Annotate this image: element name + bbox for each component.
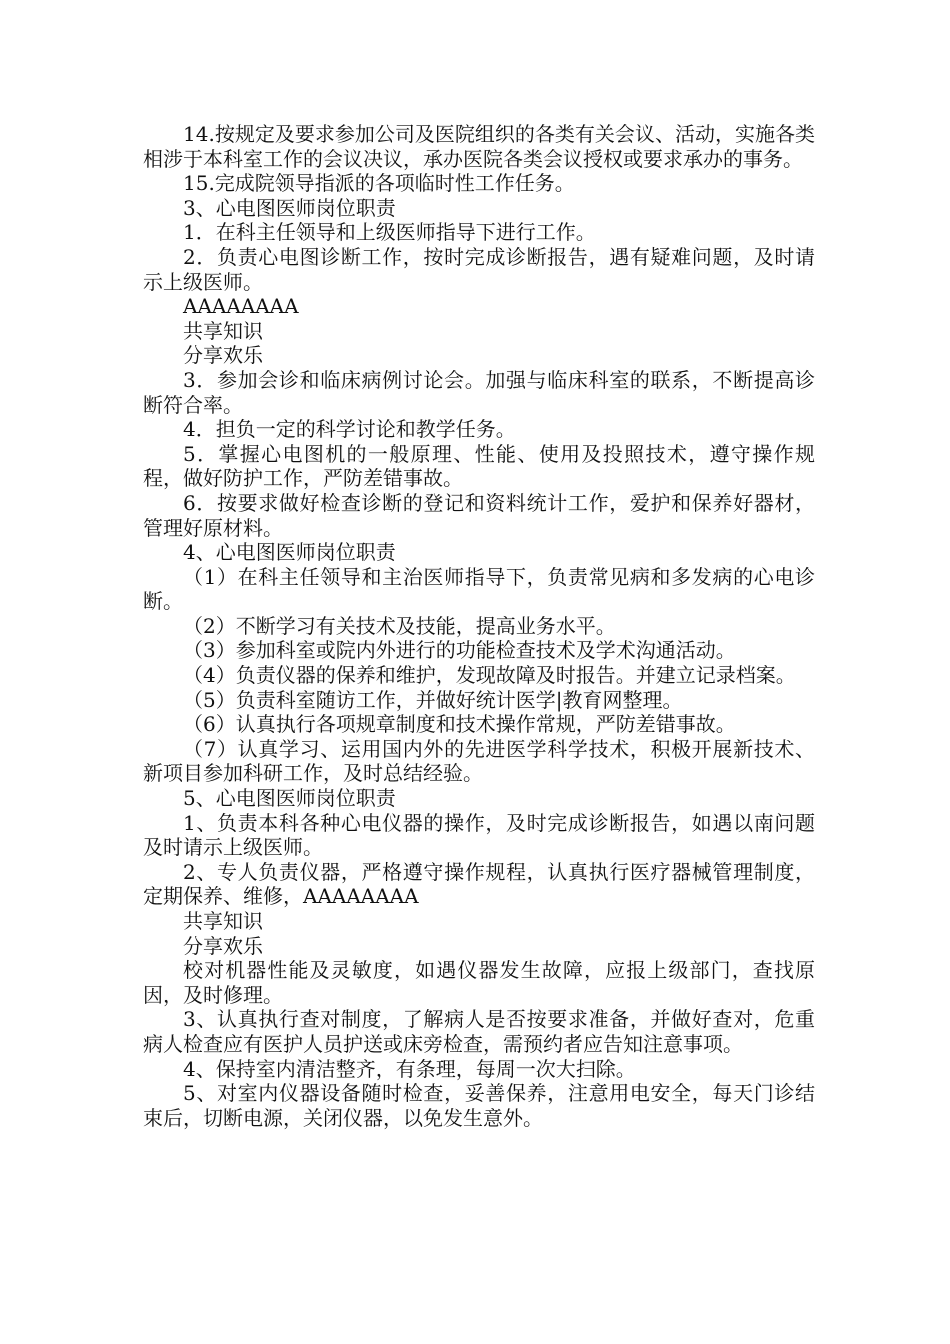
paragraph: 校对机器性能及灵敏度，如遇仪器发生故障，应报上级部门，查找原因，及时修理。 xyxy=(143,958,815,1007)
paragraph: 4、保持室内清洁整齐，有条理，每周一次大扫除。 xyxy=(183,1056,636,1081)
paragraph: 3、认真执行查对制度，了解病人是否按要求准备，并做好查对，危重病人检查应有医护人员护送或床旁检查，需预约者应告知注意事项。 xyxy=(143,1007,815,1056)
paragraph: （1）在科主任领导和主治医师指导下，负责常见病和多发病的心电诊断。 xyxy=(143,564,815,614)
paragraph: 2．负责心电图诊断工作，按时完成诊断报告，遇有疑难问题，及时请示上级医师。 xyxy=(143,244,815,294)
watermark-text: 分享欢乐 xyxy=(183,343,263,368)
paragraph: （2）不断学习有关技术及技能，提高业务水平。 xyxy=(183,613,616,638)
section-heading: 5、心电图医师岗位职责 xyxy=(183,786,396,811)
paragraph: 5、对室内仪器设备随时检查，妥善保养，注意用电安全，每天门诊结束后，切断电源，关闭仪器，以免发生意外。 xyxy=(143,1081,815,1130)
watermark-text: AAAAAAAA xyxy=(183,294,299,319)
paragraph: （6）认真执行各项规章制度和技术操作常规，严防差错事故。 xyxy=(183,712,736,737)
paragraph: （3）参加科室或院内外进行的功能检查技术及学术沟通活动。 xyxy=(183,638,736,663)
watermark-text: 共享知识 xyxy=(183,318,263,343)
watermark-text: 分享欢乐 xyxy=(183,933,263,958)
paragraph: 15.完成院领导指派的各项临时性工作任务。 xyxy=(183,171,575,196)
paragraph: 5．掌握心电图机的一般原理、性能、使用及投照技术，遵守操作规程，做好防护工作，严防差错事故。 xyxy=(143,441,815,491)
section-heading: 4、心电图医师岗位职责 xyxy=(183,540,396,565)
paragraph: 14.按规定及要求参加公司及医院组织的各类有关会议、活动，实施各类相涉于本科室工作的会议决议，承办医院各类会议授权或要求承办的事务。 xyxy=(143,122,815,171)
section-heading: 3、心电图医师岗位职责 xyxy=(183,195,396,220)
paragraph: 3．参加会诊和临床病例讨论会。加强与临床科室的联系，不断提高诊断符合率。 xyxy=(143,367,815,417)
paragraph: （4）负责仪器的保养和维护，发现故障及时报告。并建立记录档案。 xyxy=(183,663,796,688)
paragraph: 4．担负一定的科学讨论和教学任务。 xyxy=(183,417,516,442)
paragraph: 1、负责本科各种心电仪器的操作，及时完成诊断报告，如遇以南问题及时请示上级医师。 xyxy=(143,810,815,860)
watermark-text: 共享知识 xyxy=(183,909,263,933)
document-body xyxy=(143,122,815,1130)
paragraph: 6．按要求做好检查诊断的登记和资料统计工作，爱护和保养好器材，管理好原材料。 xyxy=(143,490,815,540)
paragraph: 2、专人负责仪器，严格遵守操作规程，认真执行医疗器械管理制度，定期保养、维修，AAAAAAAA xyxy=(143,859,815,909)
paragraph: （7）认真学习、运用国内外的先进医学科学技术，积极开展新技术、新项目参加科研工作，及时总结经验。 xyxy=(143,736,815,786)
paragraph: 1．在科主任领导和上级医师指导下进行工作。 xyxy=(183,220,596,245)
paragraph: （5）负责科室随访工作，并做好统计医学|教育网整理。 xyxy=(183,687,683,712)
